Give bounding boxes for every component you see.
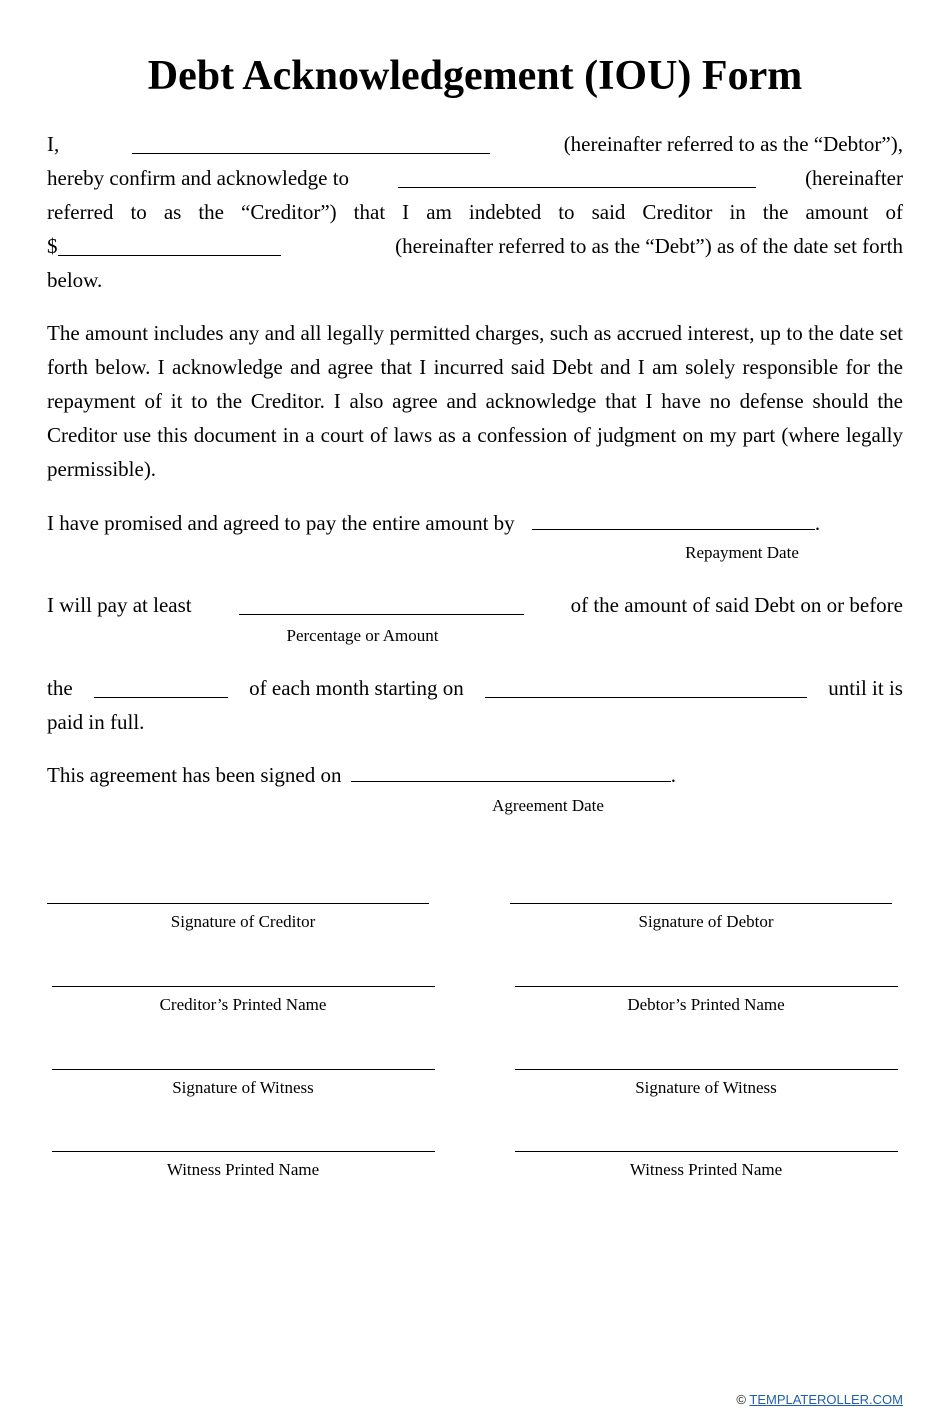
day-of-month-blank[interactable]: [94, 677, 228, 698]
signature-caption: Signature of Witness: [635, 1078, 777, 1097]
signature-caption: Debtor’s Printed Name: [627, 995, 785, 1014]
text-fragment: I,: [47, 132, 60, 156]
signature-caption: Signature of Witness: [172, 1078, 314, 1097]
witness-signature-line[interactable]: [52, 1069, 435, 1070]
witness-printed-name-line[interactable]: [52, 1151, 435, 1152]
signature-caption: Signature of Creditor: [170, 912, 316, 931]
signature-caption: Witness Printed Name: [166, 1160, 320, 1179]
text-fragment: of the amount of said Debt on or before: [570, 593, 903, 617]
footer: [736, 1391, 903, 1409]
page-title: Debt Acknowledgement (IOU) Form: [147, 53, 803, 99]
copyright-icon: ©: [736, 1392, 746, 1407]
witness-printed-name-line[interactable]: [515, 1151, 898, 1152]
text-fragment: (hereinafter referred to as the “Debtor”),: [563, 132, 903, 156]
text-fragment: the: [47, 676, 73, 700]
repayment-line: [47, 506, 903, 540]
agreement-date-caption: Agreement Date: [492, 796, 604, 815]
installment-line: paid in full.: [47, 710, 145, 734]
text-fragment: of each month starting on: [249, 676, 464, 700]
installment-line: [47, 671, 903, 705]
text-fragment: until it is: [828, 676, 903, 700]
paragraph-line: [47, 161, 903, 195]
repayment-date-caption: Repayment Date: [685, 543, 799, 562]
templateroller-link[interactable]: TEMPLATEROLLER.COM: [749, 1392, 903, 1407]
percentage-amount-caption: Percentage or Amount: [286, 626, 439, 645]
text-fragment: (hereinafter: [805, 166, 903, 190]
percentage-amount-blank[interactable]: [239, 594, 524, 615]
creditor-name-blank[interactable]: [398, 167, 756, 188]
debtor-signature-line[interactable]: [510, 903, 892, 904]
text-fragment: .: [814, 511, 821, 535]
signature-caption: Creditor’s Printed Name: [159, 995, 327, 1014]
agreement-signed-line: [47, 758, 903, 792]
debtor-name-blank[interactable]: [132, 133, 490, 154]
text-fragment: .: [670, 763, 676, 787]
signature-caption: Witness Printed Name: [629, 1160, 783, 1179]
paragraph-line: [47, 127, 903, 161]
terms-paragraph: The amount includes any and all legally permitted charges, such as accrued interest, up to the date set forth below. I acknowledge and agree that I incurred said Debt and I am solely responsible for the repayment of it to the Creditor. I also agree and acknowledge that I have no defense should the Creditor use this document in a court of laws as a confession of judgment on my part (where legally permissible).: [47, 321, 903, 481]
paragraph-line: [47, 229, 903, 263]
repayment-date-blank[interactable]: [532, 509, 815, 530]
paragraph-line: referred to as the “Creditor”) that I am indebted to said Creditor in the amount of: [47, 200, 903, 224]
text-fragment: $: [47, 234, 58, 258]
witness-signature-line[interactable]: [515, 1069, 898, 1070]
agreement-date-blank[interactable]: [351, 761, 671, 782]
installment-line: [47, 588, 903, 622]
creditor-signature-line[interactable]: [47, 903, 429, 904]
debtor-printed-name-line[interactable]: [515, 986, 898, 987]
text-fragment: (hereinafter referred to as the “Debt”) as of the date set forth: [395, 234, 903, 258]
paragraph-line: below.: [47, 268, 103, 292]
text-fragment: I have promised and agreed to pay the entire amount by: [47, 511, 515, 535]
text-fragment: hereby confirm and acknowledge to: [47, 166, 350, 190]
start-date-blank[interactable]: [485, 677, 807, 698]
signature-caption: Signature of Debtor: [638, 912, 774, 931]
creditor-printed-name-line[interactable]: [52, 986, 435, 987]
debt-amount-blank[interactable]: [58, 235, 281, 256]
text-fragment: I will pay at least: [47, 593, 192, 617]
text-fragment: This agreement has been signed on: [47, 763, 342, 787]
